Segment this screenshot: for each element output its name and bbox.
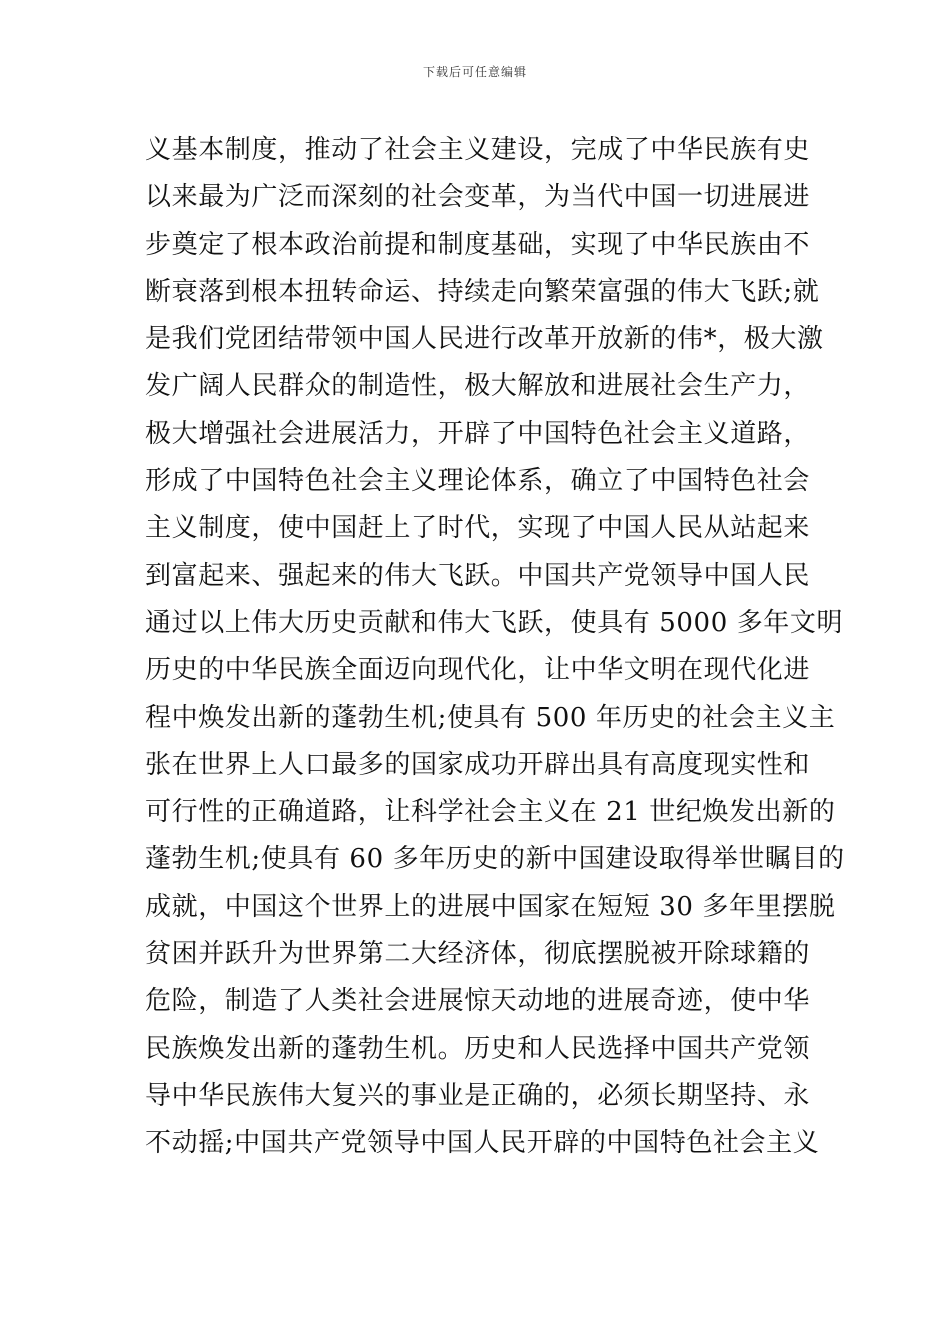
text-line: 通过以上伟大历史贡献和伟大飞跃，使具有 5000 多年文明 xyxy=(145,607,844,638)
text-line: 可行性的正确道路，让科学社会主义在 21 世纪焕发出新的 xyxy=(145,797,836,828)
text-line: 贫困并跃升为世界第二大经济体，彻底摆脱被开除球籍的 xyxy=(145,939,811,970)
text-line: 主义制度，使中国赶上了时代，实现了中国人民从站起来 xyxy=(145,513,811,544)
text-line: 义基本制度，推动了社会主义建设，完成了中华民族有史 xyxy=(145,135,811,165)
text-line: 发广阔人民群众的制造性，极大解放和进展社会生产力， xyxy=(145,371,811,402)
text-line: 是我们党团结带领中国人民进行改革开放新的伟*，极大激 xyxy=(145,324,824,355)
text-line: 历史的中华民族全面迈向现代化，让中华文明在现代化进 xyxy=(145,655,811,686)
page-header-note: 下载后可任意编辑 xyxy=(422,65,527,79)
text-line: 步奠定了根本政治前提和制度基础，实现了中华民族由不 xyxy=(145,229,811,260)
text-line: 形成了中国特色社会主义理论体系，确立了中国特色社会 xyxy=(145,466,811,497)
text-line: 不动摇;中国共产党领导中国人民开辟的中国特色社会主义 xyxy=(145,1128,820,1159)
text-line: 断衰落到根本扭转命运、持续走向繁荣富强的伟大飞跃;就 xyxy=(145,276,820,307)
text-line: 成就，中国这个世界上的进展中国家在短短 30 多年里摆脱 xyxy=(145,891,836,922)
text-line: 蓬勃生机;使具有 60 多年历史的新中国建设取得举世瞩目的 xyxy=(145,844,845,875)
body-text xyxy=(145,127,845,1168)
text-line: 程中焕发出新的蓬勃生机;使具有 500 年历史的社会主义主 xyxy=(145,702,836,733)
text-line: 导中华民族伟大复兴的事业是正确的，必须长期坚持、永 xyxy=(145,1080,811,1111)
text-line: 张在世界上人口最多的国家成功开辟出具有高度现实性和 xyxy=(145,749,811,780)
text-line: 到富起来、强起来的伟大飞跃。中国共产党领导中国人民 xyxy=(145,560,811,591)
text-line: 极大增强社会进展活力，开辟了中国特色社会主义道路， xyxy=(145,418,811,449)
text-line: 危险，制造了人类社会进展惊天动地的进展奇迹，使中华 xyxy=(145,986,811,1017)
text-line: 民族焕发出新的蓬勃生机。历史和人民选择中国共产党领 xyxy=(145,1033,811,1064)
text-line: 以来最为广泛而深刻的社会变革，为当代中国一切进展进 xyxy=(145,182,811,213)
